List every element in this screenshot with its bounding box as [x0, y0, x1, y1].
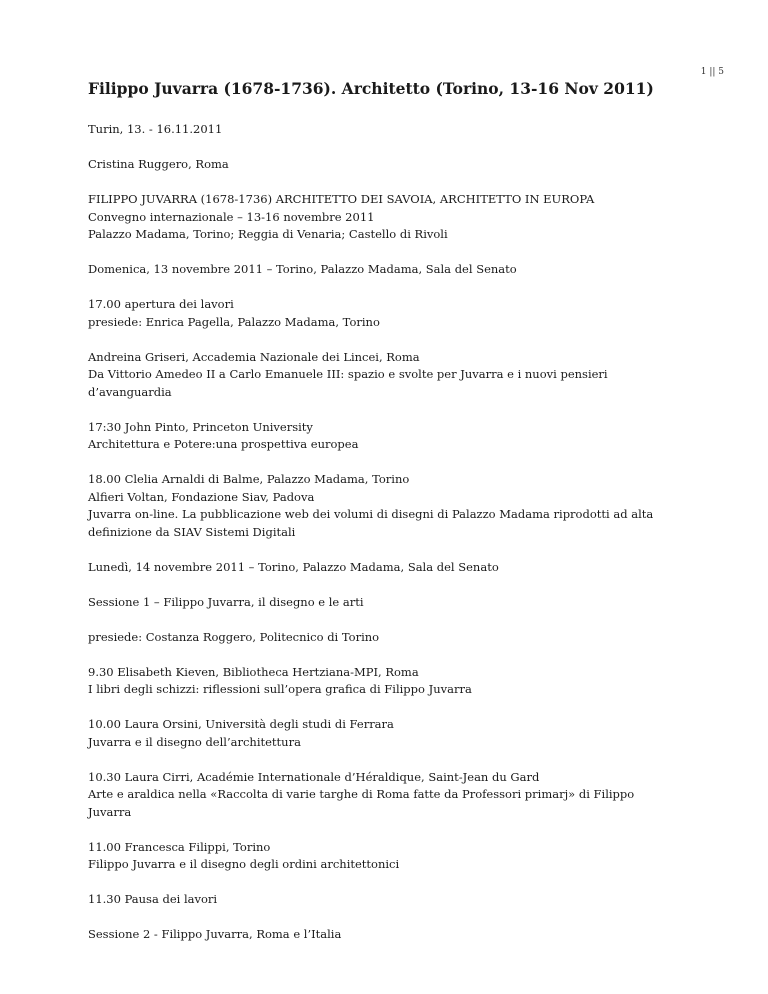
paragraph-line: 18.00 Clelia Arnaldi di Balme, Palazzo Madama, Torino [88, 472, 410, 486]
paragraph-line: Cristina Ruggero, Roma [88, 157, 229, 171]
paragraph-line: Palazzo Madama, Torino; Reggia di Venaria; Castello di Rivoli [88, 227, 448, 241]
program-paragraph [88, 121, 708, 139]
paragraph-line: 9.30 Elisabeth Kieven, Bibliotheca Hertziana-MPI, Roma [88, 664, 419, 679]
program-paragraph [88, 769, 708, 822]
program-paragraph [88, 559, 708, 577]
paragraph-line: Turin, 13. - 16.11.2011 [88, 122, 223, 136]
paragraph-line: Architettura e Potere:una prospettiva europea [88, 437, 359, 451]
paragraph-line: Andreina Griseri, Accademia Nazionale dei Lincei, Roma [88, 349, 420, 364]
program-paragraph [88, 629, 708, 647]
program-paragraph [88, 419, 708, 454]
paragraph-line: 10.00 Laura Orsini, Università degli studi di Ferrara [88, 717, 394, 731]
page-number: 1 || 5 [700, 67, 724, 77]
paragraph-line: Juvarra e il disegno dell’architettura [88, 734, 301, 749]
paragraph-line: 17.00 apertura dei lavori [88, 297, 234, 311]
program-paragraph [88, 716, 708, 751]
program-paragraph [88, 664, 708, 699]
paragraph-line: Da Vittorio Amedeo II a Carlo Emanuele III: spazio e svolte per Juvarra e i nuovi pensieri [88, 367, 608, 381]
program-paragraph [88, 839, 708, 874]
paragraph-line: I libri degli schizzi: riflessioni sull’opera grafica di Filippo Juvarra [88, 682, 472, 696]
program-paragraph [88, 594, 708, 612]
program-paragraph [88, 191, 708, 244]
paragraph-line: definizione da SIAV Sistemi Digitali [88, 524, 296, 539]
paragraph-line: d’avanguardia [88, 384, 172, 399]
program-paragraph [88, 261, 708, 279]
program-paragraph [88, 349, 708, 402]
paragraph-line: Filippo Juvarra e il disegno degli ordini architettonici [88, 857, 400, 871]
paragraph-line: Sessione 1 – Filippo Juvarra, il disegno e le arti [88, 594, 364, 609]
paragraph-line: 11.30 Pausa dei lavori [88, 892, 218, 906]
paragraph-line: Juvarra [88, 804, 132, 819]
paragraph-line: presiede: Enrica Pagella, Palazzo Madama, Torino [88, 314, 380, 329]
paragraph-line: Convegno internazionale – 13-16 novembre 2011 [88, 209, 375, 224]
paragraph-line: Alfieri Voltan, Fondazione Siav, Padova [88, 489, 315, 504]
program-paragraph [88, 156, 708, 174]
page-title: Filippo Juvarra (1678-1736). Architetto (Torino, 13-16 Nov 2011) [88, 79, 654, 98]
program-paragraph [88, 926, 708, 944]
paragraph-line: Arte e araldica nella «Raccolta di varie targhe di Roma fatte da Professori primarj» di Filippo [88, 787, 635, 801]
paragraph-line: Sessione 2 - Filippo Juvarra, Roma e l’Italia [88, 927, 342, 941]
paragraph-line: Lunedì, 14 novembre 2011 – Torino, Palazzo Madama, Sala del Senato [88, 559, 499, 574]
program-paragraph [88, 891, 708, 909]
paragraph-line: Domenica, 13 novembre 2011 – Torino, Palazzo Madama, Sala del Senato [88, 262, 517, 276]
paragraph-line: 10.30 Laura Cirri, Académie Internationale d’Héraldique, Saint-Jean du Gard [88, 769, 540, 784]
document-body [88, 79, 708, 961]
program-paragraph [88, 296, 708, 331]
program-list [88, 121, 708, 944]
paragraph-line: 17:30 John Pinto, Princeton University [88, 419, 313, 434]
program-paragraph [88, 471, 708, 541]
paragraph-line: presiede: Costanza Roggero, Politecnico di Torino [88, 629, 380, 644]
paragraph-line: 11.00 Francesca Filippi, Torino [88, 839, 271, 854]
paragraph-line: FILIPPO JUVARRA (1678-1736) ARCHITETTO DEI SAVOIA, ARCHITETTO IN EUROPA [88, 192, 595, 206]
paragraph-line: Juvarra on-line. La pubblicazione web dei volumi di disegni di Palazzo Madama riprodotti ad alta [88, 507, 654, 521]
